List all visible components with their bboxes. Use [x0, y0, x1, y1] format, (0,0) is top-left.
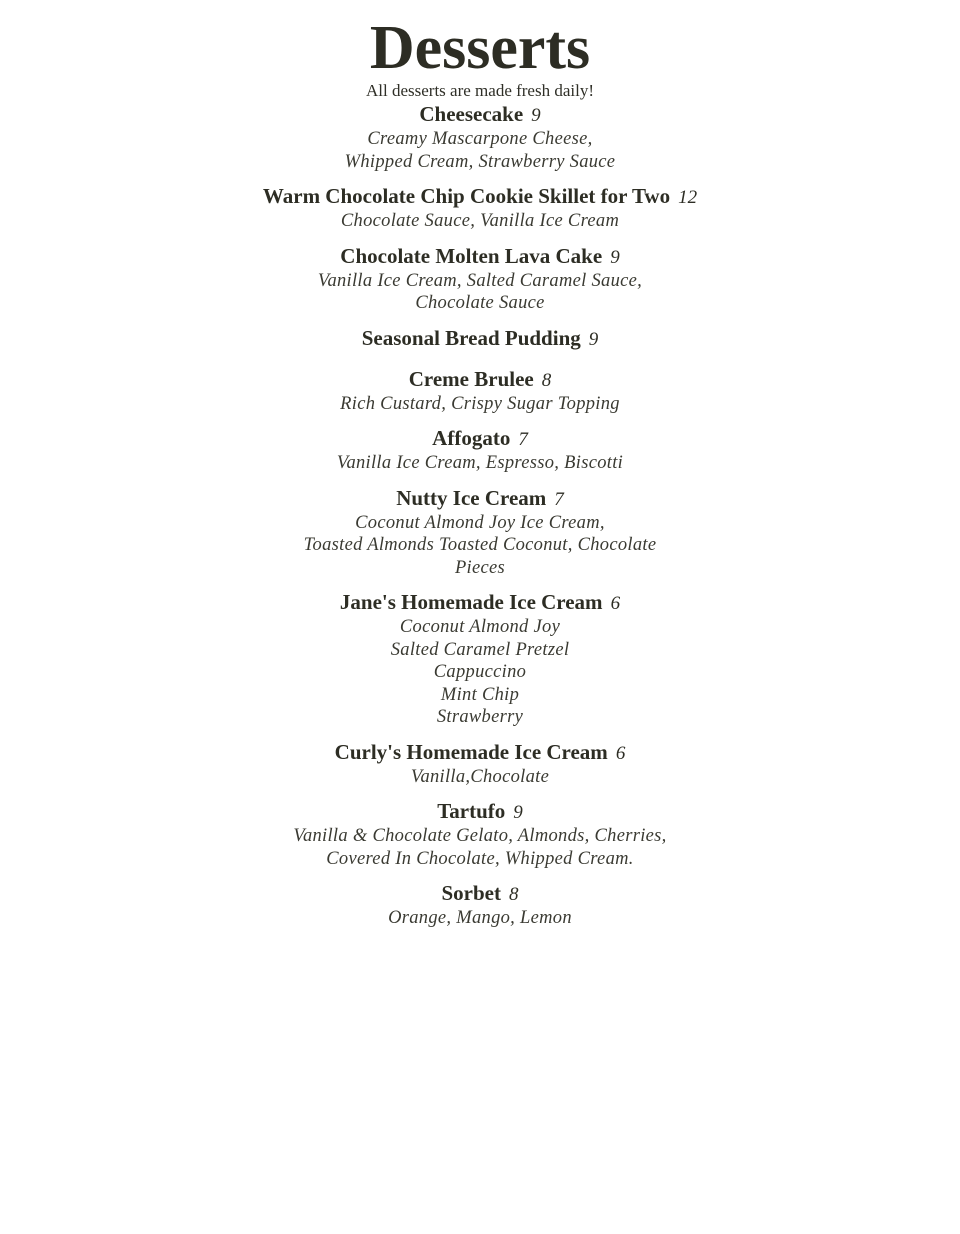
menu-item-heading [0, 426, 960, 452]
menu-item-name: Warm Chocolate Chip Cookie Skillet for Two [262, 184, 671, 208]
menu-item-price: 6 [615, 742, 626, 764]
menu-item-heading [0, 244, 960, 270]
menu-item [0, 799, 960, 870]
menu-item-description-line: Toasted Almonds Toasted Coconut, Chocolate [303, 535, 657, 555]
menu-item-description-line: Cappuccino [433, 662, 527, 682]
menu-item-price: 6 [610, 593, 621, 614]
menu-item-description-line: Mint Chip [440, 684, 520, 705]
menu-item-description [0, 393, 960, 416]
menu-item-price: 9 [588, 328, 599, 350]
menu-item [0, 102, 960, 173]
menu-item-name: Sorbet [441, 881, 501, 905]
menu-item-description-line: Vanilla & Chocolate Gelato, Almonds, Cherries, [293, 826, 667, 846]
menu-item [0, 881, 960, 930]
menu-item-description-line: Strawberry [436, 707, 524, 727]
menu-item-heading [0, 326, 960, 352]
menu-item-description [0, 128, 960, 173]
menu-item-heading [0, 799, 960, 825]
menu-item-heading [0, 740, 960, 766]
menu-item-name: Affogato [432, 426, 511, 450]
menu-item-description [0, 825, 960, 870]
menu-item-description [0, 452, 960, 475]
menu-item-description-line: Coconut Almond Joy [399, 617, 561, 637]
menu-item-description-line: Vanilla Ice Cream, Salted Caramel Sauce, [317, 270, 643, 291]
menu-item-name: Curly's Homemade Ice Cream [334, 739, 608, 764]
menu-item-description-line: Chocolate Sauce [415, 293, 545, 313]
menu-item-name: Tartufo [437, 799, 506, 823]
menu-item-price: 8 [541, 369, 552, 391]
menu-item-description-line: Creamy Mascarpone Cheese, [367, 129, 593, 149]
menu-item-description-line: Vanilla Ice Cream, Espresso, Biscotti [336, 453, 624, 473]
menu-item-description-line: Orange, Mango, Lemon [388, 908, 572, 928]
menu-item-name: Nutty Ice Cream [396, 485, 547, 510]
menu-item-price: 8 [509, 884, 519, 905]
menu-item-description-line: Rich Custard, Crispy Sugar Topping [340, 393, 620, 414]
menu-item-heading [0, 102, 960, 128]
menu-item-description [0, 270, 960, 315]
menu-item-price: 9 [610, 246, 620, 268]
menu-item-description [0, 766, 960, 789]
menu-item [0, 244, 960, 315]
page-subtitle: All desserts are made fresh daily! [366, 81, 594, 100]
menu-item-description [0, 210, 960, 233]
menu-item-name: Chocolate Molten Lava Cake [340, 243, 603, 268]
menu-item-name: Cheesecake [419, 102, 524, 126]
dessert-menu-list [0, 102, 960, 930]
menu-item-description-line: Whipped Cream, Strawberry Sauce [344, 151, 616, 172]
menu-item-description-line: Covered In Chocolate, Whipped Cream. [326, 848, 634, 869]
menu-item-price: 12 [678, 187, 698, 208]
menu-item [0, 426, 960, 475]
menu-item-price: 7 [554, 488, 564, 510]
menu-item [0, 184, 960, 233]
menu-item-description [0, 907, 960, 930]
menu-item-price: 9 [513, 802, 523, 823]
menu-item-heading [0, 367, 960, 393]
menu-item-name: Jane's Homemade Ice Cream [339, 590, 603, 614]
menu-item [0, 486, 960, 580]
menu-item-description-line: Salted Caramel Pretzel [390, 639, 570, 660]
menu-item-heading [0, 590, 960, 616]
menu-item-price: 7 [518, 429, 528, 450]
menu-item [0, 740, 960, 789]
menu-item-description [0, 512, 960, 580]
menu-item-name: Seasonal Bread Pudding [361, 325, 581, 350]
menu-item-description-line: Pieces [454, 557, 506, 578]
menu-item-description-line: Vanilla,Chocolate [410, 766, 550, 787]
menu-item-price: 9 [531, 105, 541, 126]
menu-item-description-line: Chocolate Sauce, Vanilla Ice Cream [340, 211, 620, 231]
menu-item-description [0, 616, 960, 729]
menu-item-heading [0, 486, 960, 512]
menu-item-description-line: Coconut Almond Joy Ice Cream, [355, 512, 605, 533]
page-title: Desserts [369, 14, 591, 82]
menu-item-heading [0, 184, 960, 210]
menu-item [0, 326, 960, 356]
menu-item [0, 367, 960, 416]
menu-item-name: Creme Brulee [408, 366, 534, 391]
menu-item-heading [0, 881, 960, 907]
menu-item [0, 590, 960, 729]
